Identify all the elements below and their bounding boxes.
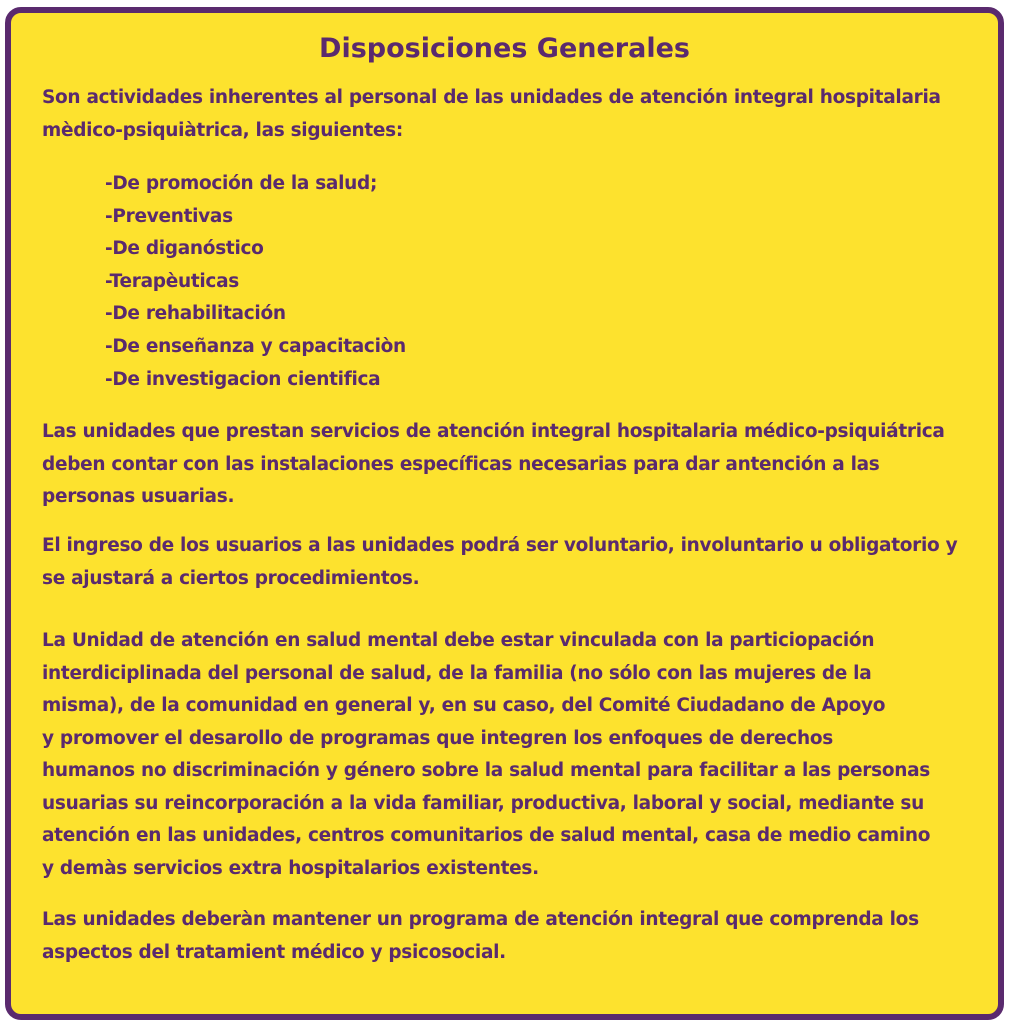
panel-title: Disposiciones Generales — [319, 33, 690, 64]
list-item: -De investigacion cientifica — [105, 368, 381, 390]
list-item: -De promoción de la salud; — [105, 173, 378, 194]
facilities-paragraph: Las unidades que prestan servicios de atención integral hospitalaria médico-psiquiátrica deben contar con las instalaciones específicas necesarias para dar antención a las personas usuarias. — [42, 421, 945, 507]
mental-health-unit-paragraph: La Unidad de atención en salud mental debe estar vinculada con la particiopación interdiciplinada del personal de salud, de la familia (no sólo con las mujeres de la misma), de la comunidad en general y, en su caso, del Comité Ciudadano de Apoyo y promover el desarollo de programas que integren los enfoques de derechos humanos no discriminación y género sobre la salud mental para facilitar a las personas usuarias su reincorporación a la vida familiar, productiva, laboral y social, mediante su atención en las unidades, centros comunitarios de salud mental, casa de medio camino y demàs servicios extra hospitalarios existentes. — [42, 630, 931, 879]
list-item: -De enseñanza y capacitaciòn — [105, 335, 406, 357]
admission-paragraph: El ingreso de los usuarios a las unidades podrá ser voluntario, involuntario u obligatorio y se ajustará a ciertos procedimientos. — [42, 535, 958, 589]
list-item: -De diganóstico — [105, 238, 264, 260]
activities-list — [105, 168, 406, 396]
list-item: -Preventivas — [105, 205, 233, 227]
program-paragraph: Las unidades deberàn mantener un programa de atención integral que comprenda los aspectos del tratamient médico y psicosocial. — [42, 909, 919, 963]
intro-paragraph: Son actividades inherentes al personal de las unidades de atención integral hospitalaria mèdico-psiquiàtrica, las siguientes: — [42, 87, 941, 141]
info-panel — [5, 7, 1004, 1020]
list-item: -De rehabilitación — [105, 303, 286, 325]
list-item: -Terapèuticas — [105, 270, 239, 292]
